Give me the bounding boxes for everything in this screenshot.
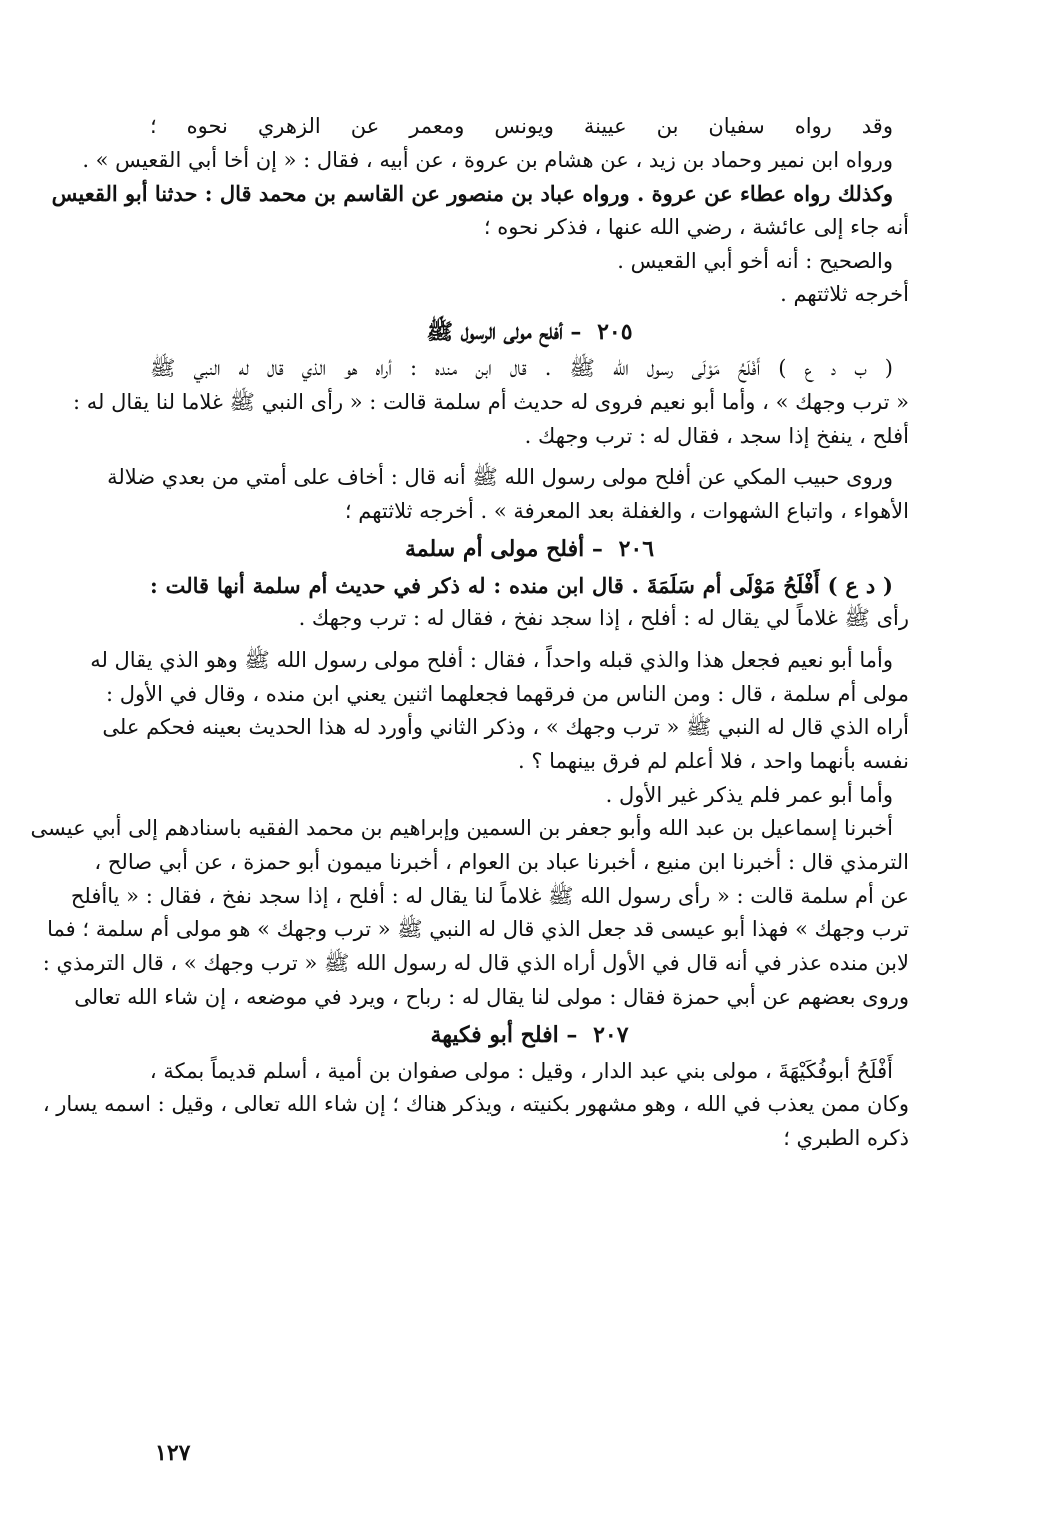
text-line: وأما أبو نعيم فجعل هذا والذي قبله واحداً ، فقال : أفلح مولى رسول الله ﷺ وهو الذي يقال له	[90, 647, 893, 672]
page-number: ١٢٧	[155, 1440, 191, 1466]
text-line: أخبرنا إسماعيل بن عبد الله وأبو جعفر بن السمين وإبراهيم بن محمد الفقيه باسنادهم إلى أبي عيسى	[30, 816, 893, 841]
text-line: وكان ممن يعذب في الله ، وهو مشهور بكنيته ، ويذكر هناك ؛ إن شاء الله تعالى ، وقيل : اسمه يسار ،	[42, 1092, 909, 1117]
text-line: وروى حبيب المكي عن أفلح مولى رسول الله ﷺ أنه قال : أخاف على أمتي من بعدي ضلالة	[107, 465, 893, 490]
text-line: ( ب د ع ) أَفْلَحُ مَوْلَى رسول الله ﷺ . قال ابن منده : أراه هو الذي قال له النبي ﷺ	[150, 356, 893, 381]
dash-separator: –	[591, 535, 603, 562]
dash-separator: –	[566, 1021, 578, 1048]
text-line: الأهواء ، واتباع الشهوات ، والغفلة بعد المعرفة » . أخرجه ثلاثتهم ؛	[344, 498, 909, 523]
section-heading-206	[150, 529, 909, 569]
text-line: نفسه بأنهما واحد ، فلا أعلم لم فرق بينهما ؟ .	[518, 749, 909, 773]
page-text	[30, 110, 909, 1156]
entry-number: ٢٠٦	[618, 535, 655, 562]
text-line: مولى أم سلمة ، قال : ومن الناس من فرقهما فجعلهما اثنين يعني ابن منده ، وقال في الأول :	[105, 681, 909, 706]
dash-separator: –	[570, 319, 582, 346]
text-line: الترمذي قال : أخبرنا ابن منيع ، أخبرنا عباد بن العوام ، أخبرنا ميمون أبو حمزة ، عن أبي صالح ،	[94, 850, 909, 875]
text-line: ( د ع ) أَفْلَحُ مَوْلَى أم سَلَمَةَ . قال ابن منده : له ذكر في حديث أم سلمة أنها قالت :	[150, 572, 893, 598]
entry-number: ٢٠٧	[593, 1021, 629, 1048]
text-line: رأى ﷺ غلاماً لي يقال له : أفلح ، إذا سجد نفخ ، فقال له : ترب وجهك .	[298, 606, 909, 631]
text-line: أنه جاء إلى عائشة ، رضي الله عنها ، فذكر نحوه ؛	[483, 215, 909, 240]
text-line: عن أم سلمة قالت : « رأى رسول الله ﷺ غلاماً لنا يقال له : أفلح ، إذا سجد نفخ ، فقال : « ياأفلح	[70, 883, 909, 908]
text-line: وروى بعضهم عن أبي حمزة فقال : مولى لنا يقال له : رباح ، ويرد في موضعه ، إن شاء الله تعالى	[74, 984, 909, 1009]
text-line: « ترب وجهك » ، وأما أبو نعيم فروى له حديث أم سلمة قالت : « رأى النبي ﷺ غلاما لنا يقال له :	[73, 389, 909, 414]
section-heading-205	[150, 312, 909, 352]
entry-title: افلح أبو فكيهة	[430, 1021, 559, 1048]
section-heading-207	[150, 1015, 909, 1055]
text-line: أخرجه ثلاثتهم .	[780, 282, 909, 307]
entry-number: ٢٠٥	[597, 319, 633, 346]
text-line: ورواه ابن نمير وحماد بن زيد ، عن هشام بن عروة ، عن أبيه ، فقال : « إن أخا أبي القعيس » .	[82, 147, 893, 172]
text-line: وقد رواه سفيان بن عيينة ويونس ومعمر عن الزهري نحوه ؛	[150, 114, 893, 138]
entry-title: أفلح مولى أم سلمة	[404, 535, 585, 562]
text-line: أراه الذي قال له النبي ﷺ « ترب وجهك » ، وذكر الثاني وأورد له هذا الحديث بعينه فحكم على	[102, 715, 909, 740]
text-line: ترب وجهك » فهذا أبو عيسى قد جعل الذي قال له النبي ﷺ « ترب وجهك » هو مولى أم سلمة ؛ فما	[47, 917, 909, 942]
entry-title: أفلح مولى الرسول ﷺ	[426, 319, 563, 346]
text-line: والصحيح : أنه أخو أبي القعيس .	[617, 248, 893, 273]
text-line: وأما أبو عمر فلم يذكر غير الأول .	[605, 782, 893, 807]
text-line: أفلح ، ينفخ إذا سجد ، فقال له : ترب وجهك .	[524, 423, 909, 448]
text-line: ذكره الطبري ؛	[783, 1125, 909, 1150]
text-line: لابن منده عذر في أنه قال في الأول أراه الذي قال له رسول الله ﷺ « ترب وجهك » ، قال الترمذي :	[42, 951, 909, 976]
text-line: وكذلك رواه عطاء عن عروة . ورواه عباد بن منصور عن القاسم بن محمد قال : حدثنا أبو القعيس	[51, 181, 893, 207]
text-line: أَفْلَحُ أبوفُكَيْهَةَ ، مولى بني عبد الدار ، وقيل : مولى صفوان بن أمية ، أسلم قديماً بمكة ،	[149, 1058, 893, 1083]
